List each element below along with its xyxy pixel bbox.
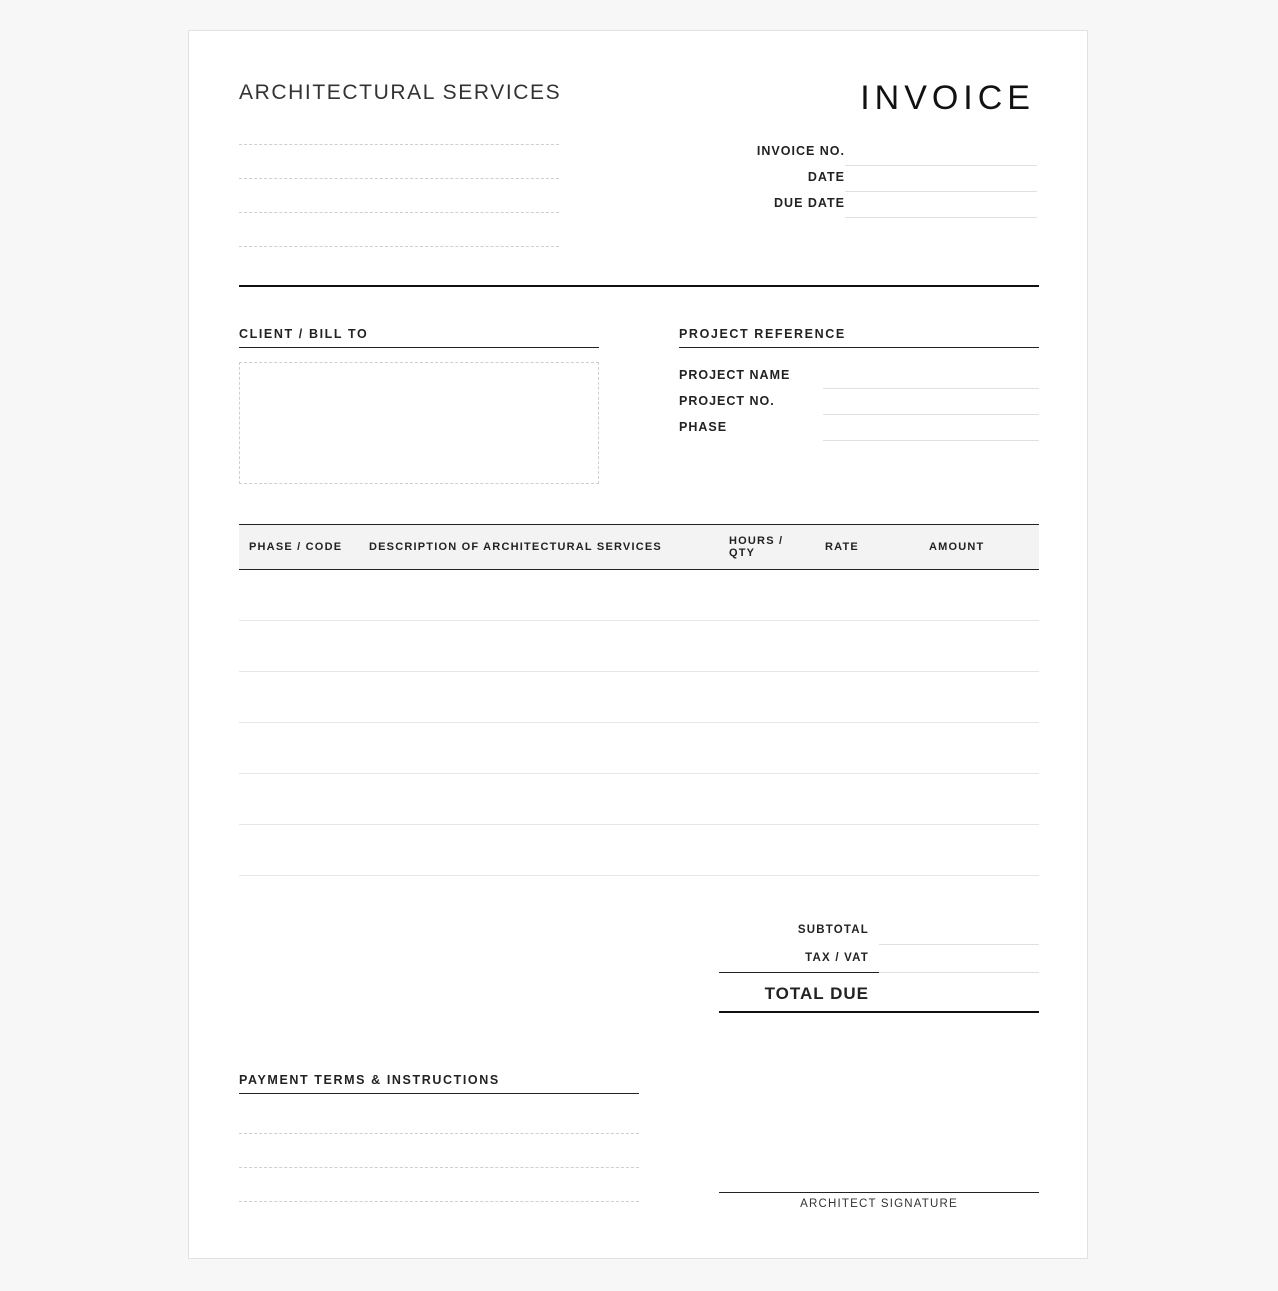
signature-label: ARCHITECT SIGNATURE xyxy=(800,1198,958,1210)
payment-section-title: PAYMENT TERMS & INSTRUCTIONS xyxy=(239,1073,639,1094)
invoice-number-field[interactable] xyxy=(845,144,1037,166)
column-description: DESCRIPTION OF ARCHITECTURAL SERVICES xyxy=(369,541,662,553)
project-number-label: PROJECT NO. xyxy=(679,394,775,408)
total-rule-top xyxy=(719,972,879,973)
invoice-sheet xyxy=(188,30,1088,1259)
table-row[interactable] xyxy=(239,875,1039,876)
invoice-date-label: DATE xyxy=(807,170,845,184)
project-name-field[interactable] xyxy=(823,388,1039,389)
due-date-row xyxy=(707,196,1037,222)
invoice-title: INVOICE xyxy=(860,79,1035,117)
tax-label: TAX / VAT xyxy=(805,952,869,964)
table-row[interactable] xyxy=(239,620,1039,621)
project-phase-field[interactable] xyxy=(823,440,1039,441)
payment-terms-line-2[interactable] xyxy=(239,1167,639,1168)
column-hours-qty: HOURS / QTY xyxy=(729,535,784,559)
project-section-title: PROJECT REFERENCE xyxy=(679,327,1039,348)
invoice-date-row xyxy=(707,170,1037,196)
invoice-number-label: INVOICE NO. xyxy=(756,144,845,158)
table-row[interactable] xyxy=(239,824,1039,825)
column-rate: RATE xyxy=(825,541,859,553)
signature-line[interactable] xyxy=(719,1192,1039,1193)
table-row[interactable] xyxy=(239,671,1039,672)
firm-name: ARCHITECTURAL SERVICES xyxy=(239,81,562,104)
client-section-title: CLIENT / BILL TO xyxy=(239,327,599,348)
table-row[interactable] xyxy=(239,773,1039,774)
header-divider xyxy=(239,285,1039,287)
total-due-field[interactable] xyxy=(879,984,1039,1006)
subtotal-field[interactable] xyxy=(879,944,1039,945)
invoice-number-row xyxy=(707,144,1037,170)
firm-address-line-2[interactable] xyxy=(239,178,559,179)
tax-field[interactable] xyxy=(879,972,1039,973)
firm-address-line-1[interactable] xyxy=(239,144,559,145)
table-row[interactable] xyxy=(239,722,1039,723)
line-items-header xyxy=(239,524,1039,570)
firm-address-line-4[interactable] xyxy=(239,246,559,247)
project-name-label: PROJECT NAME xyxy=(679,368,791,382)
client-address-box[interactable] xyxy=(239,362,599,484)
column-amount: AMOUNT xyxy=(929,541,985,553)
payment-terms-line-3[interactable] xyxy=(239,1201,639,1202)
project-number-field[interactable] xyxy=(823,414,1039,415)
due-date-field[interactable] xyxy=(845,196,1037,218)
subtotal-label: SUBTOTAL xyxy=(797,924,869,936)
project-phase-label: PHASE xyxy=(679,420,728,434)
total-rule-bottom xyxy=(719,1011,1039,1013)
column-phase-code: PHASE / CODE xyxy=(249,541,343,553)
due-date-label: DUE DATE xyxy=(774,196,845,210)
invoice-date-field[interactable] xyxy=(845,170,1037,192)
payment-terms-line-1[interactable] xyxy=(239,1133,639,1134)
firm-address-line-3[interactable] xyxy=(239,212,559,213)
total-due-label: TOTAL DUE xyxy=(764,984,869,1003)
